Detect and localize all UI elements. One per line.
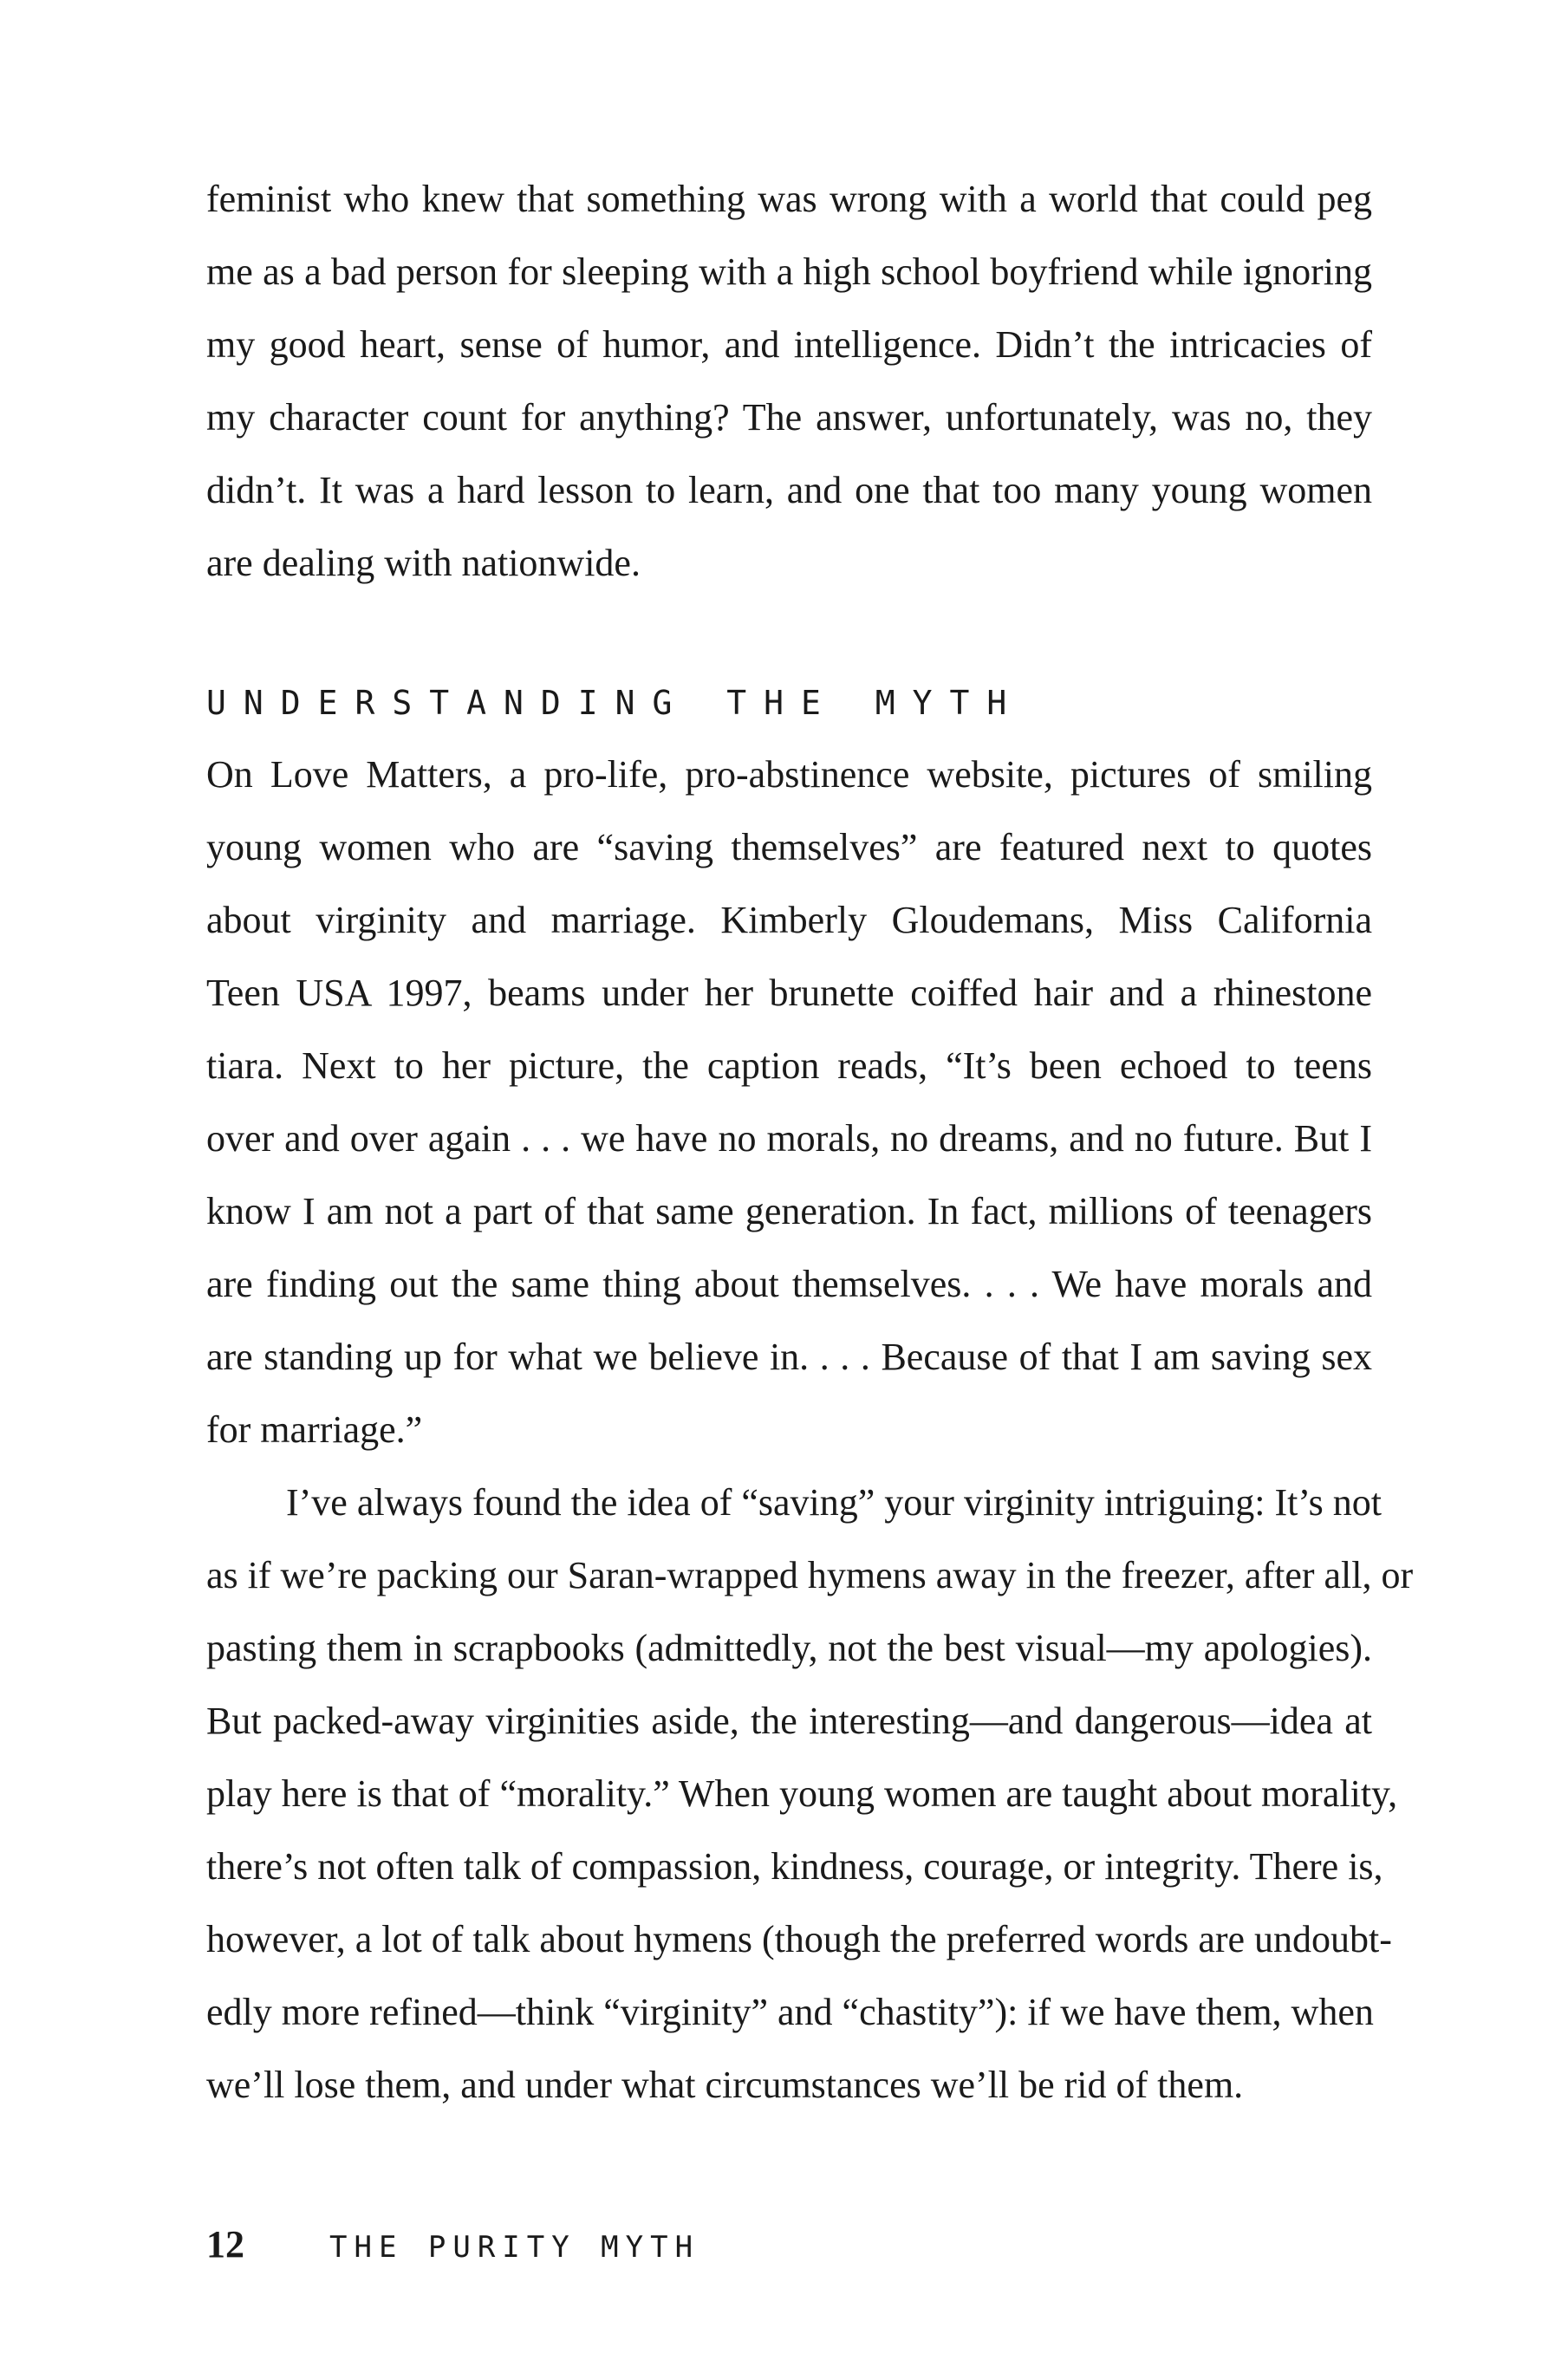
paragraph-2-line-5: tiara. Next to her picture, the caption reads, “It’s been echoed to teens: [206, 1044, 1372, 1087]
page-footer: [206, 2219, 699, 2271]
paragraph-3-line-9: we’ll lose them, and under what circumstances we’ll be rid of them.: [206, 2064, 1244, 2106]
running-title: THE PURITY MYTH: [329, 2230, 700, 2265]
page-number: 12: [206, 2223, 244, 2266]
paragraph-3-line-3: pasting them in scrapbooks (admittedly, not the best visual—my apologies).: [206, 1627, 1372, 1669]
paragraph-2-line-9: are standing up for what we believe in. . . . Because of that I am saving sex: [206, 1336, 1372, 1378]
paragraph-1-line-5: didn’t. It was a hard lesson to learn, and one that too many young women: [206, 469, 1372, 511]
paragraph-3-line-4: But packed-away virginities aside, the interesting—and dangerous—idea at: [206, 1700, 1372, 1742]
paragraph-1-line-6: are dealing with nationwide.: [206, 542, 641, 584]
paragraph-1-line-1: feminist who knew that something was wrong with a world that could peg: [206, 178, 1372, 220]
paragraph-2-line-6: over and over again . . . we have no morals, no dreams, and no future. But I: [206, 1117, 1372, 1160]
paragraph-3-line-5: play here is that of “morality.” When young women are taught about morality,: [206, 1772, 1398, 1815]
paragraph-3-line-2: as if we’re packing our Saran-wrapped hymens away in the freezer, after all, or: [206, 1554, 1414, 1596]
paragraph-3-line-7: however, a lot of talk about hymens (though the preferred words are undoubt-: [206, 1918, 1392, 1960]
paragraph-2-line-1: On Love Matters, a pro-life, pro-abstinence website, pictures of smiling: [206, 753, 1372, 796]
paragraph-2-line-4: Teen USA 1997, beams under her brunette coiffed hair and a rhinestone: [206, 972, 1372, 1014]
paragraph-2-line-8: are finding out the same thing about themselves. . . . We have morals and: [206, 1263, 1372, 1305]
paragraph-1-line-4: my character count for anything? The answer, unfortunately, was no, they: [206, 396, 1372, 439]
section-heading: UNDERSTANDING THE MYTH: [206, 684, 1025, 722]
paragraph-2-line-2: young women who are “saving themselves” are featured next to quotes: [206, 826, 1372, 868]
paragraph-2-line-3: about virginity and marriage. Kimberly Gloudemans, Miss California: [206, 899, 1372, 941]
paragraph-2-line-10: for marriage.”: [206, 1408, 423, 1451]
paragraph-3-line-1: I’ve always found the idea of “saving” your virginity intriguing: It’s not: [286, 1481, 1382, 1524]
paragraph-2-line-7: know I am not a part of that same generation. In fact, millions of teenagers: [206, 1190, 1372, 1232]
paragraph-1-line-3: my good heart, sense of humor, and intelligence. Didn’t the intricacies of: [206, 323, 1372, 366]
paragraph-1-line-2: me as a bad person for sleeping with a high school boyfriend while ignoring: [206, 250, 1372, 293]
paragraph-3-line-8: edly more refined—think “virginity” and “chastity”): if we have them, when: [206, 1991, 1374, 2033]
paragraph-3-line-6: there’s not often talk of compassion, kindness, courage, or integrity. There is,: [206, 1845, 1383, 1888]
